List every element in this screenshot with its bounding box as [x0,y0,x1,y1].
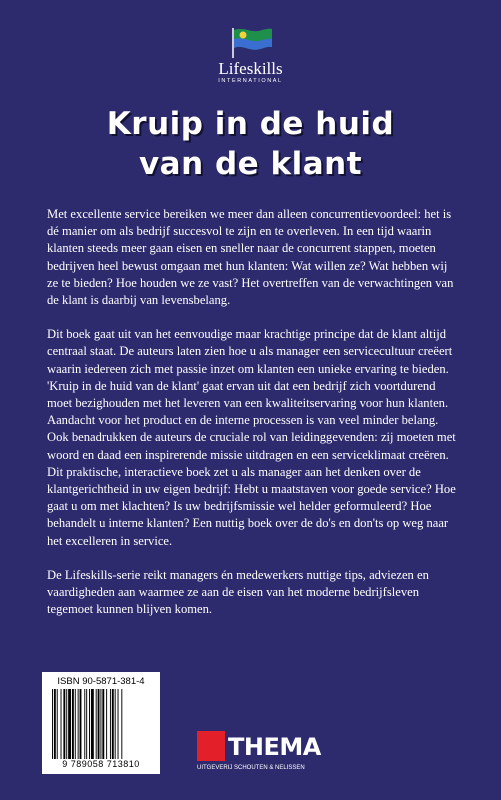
brand-name: Lifeskills [218,59,283,78]
paragraph-4: De Lifeskills-serie reikt managers én medewerkers nuttige tips, adviezen en vaardigheden aan waarmee ze aan de eisen van het moderne bedrijfsleven tegemoet kunnen blijven komen. [47,567,429,617]
barcode [42,672,160,774]
publisher-name: THEMA [228,733,321,761]
title-line-2: van de klant [138,146,363,182]
isbn-text: ISBN 90-5871-381-4 [57,676,145,687]
barcode-digits: 9 789058 713810 [62,759,140,769]
publisher-square-icon [197,731,225,761]
flag-icon [228,26,274,58]
paragraph-2: Dit boek gaat uit van het eenvoudige maar krachtige principe dat de klant altijd centraal staat. De auteurs laten zien hoe u als manager een servicecultuur creëert waarin iedereen zich met passie inzet om klanten een unieke ervaring te bieden. 'Kruip in de huid van de klant' gaat ervan uit dat een bedrijf zich voortdurend moet bezighouden met het leveren van een kwaliteitservaring voor hun klanten. Aandacht voor het product en de interne processen is van veel minder belang. Ook benadrukken de auteurs de cruciale rol van leidinggevenden: zij moeten met woord en daad een inspirerende missie uitdragen en een serviceklimaat creëren. [47,327,456,462]
barcode-bars [52,689,150,759]
blurb [47,206,459,618]
paragraph-3: Dit praktische, interactieve boek zet u als manager aan het denken over de klantgerichtheid in uw eigen bedrijf: Hebt u maatstaven voor goede service? Hoe gaat u om met klachten? Is uw bedrijfsmissie wel helder geformuleerd? Hoe behandelt u interne klanten? Een nuttig boek over de do's en don'ts op weg naar het excelleren in service. [47,464,456,548]
paragraph-1: Met excellente service bereiken we meer dan alleen concurrentievoordeel: het is dé manier om als bedrijf succesvol te zijn en te overleven. In een tijd waarin klanten steeds meer gaan eisen en sneller naar de concurrent stappen, moeten bedrijven heel bewust omgaan met hun klanten: Wat willen ze? Wat hebben wij ze te bieden? Hoe houden we ze vast? Het overtreffen van de verwachtingen van de klant is daarbij van levensbelang. [47,207,454,308]
title-line-1: Kruip in de huid [106,106,395,142]
lifeskills-logo [0,26,501,84]
publisher-subtitle: UITGEVERIJ SCHOUTEN & NELISSEN [197,765,305,771]
book-title [0,104,501,184]
brand-subtitle: INTERNATIONAL [218,78,283,84]
